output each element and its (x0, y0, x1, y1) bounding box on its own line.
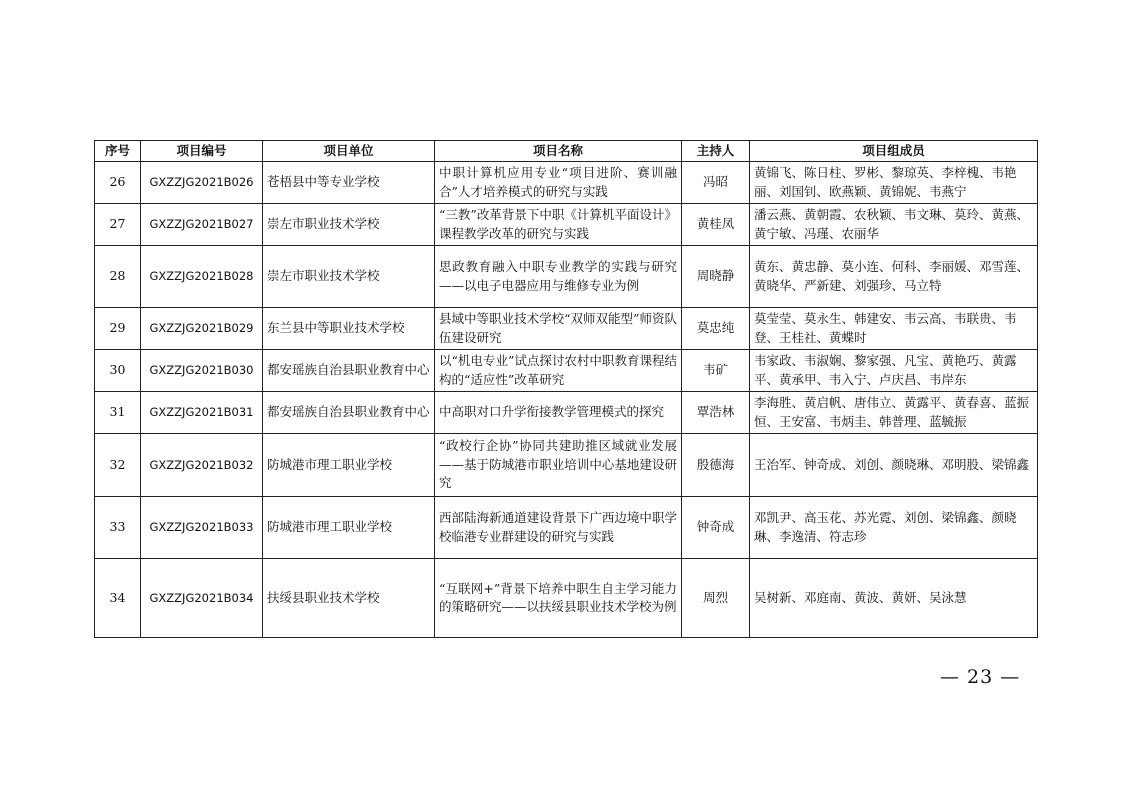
row-project-unit: 都安瑶族自治县职业教育中心 (263, 350, 435, 392)
row-seq: 33 (95, 497, 141, 559)
row-project-name: 中职计算机应用专业“项目进阶、赛训融合”人才培养模式的研究与实践 (435, 162, 682, 204)
row-project-name: 西部陆海新通道建设背景下广西边境中职学校临港专业群建设的研究与实践 (435, 497, 682, 559)
row-project-unit: 东兰县中等职业技术学校 (263, 308, 435, 350)
row-project-name: 思政教育融入中职专业教学的实践与研究——以电子电器应用与维修专业为例 (435, 246, 682, 308)
row-project-code: GXZZJG2021B026 (141, 162, 263, 204)
project-table (94, 140, 1038, 638)
table-row (95, 392, 1038, 434)
row-project-code: GXZZJG2021B034 (141, 559, 263, 638)
table-row (95, 350, 1038, 392)
row-project-code: GXZZJG2021B027 (141, 204, 263, 246)
row-seq: 26 (95, 162, 141, 204)
page-number: — 23 — (940, 666, 1021, 688)
row-seq: 27 (95, 204, 141, 246)
table-row (95, 434, 1038, 497)
row-host: 周烈 (682, 559, 750, 638)
row-members: 吴树新、邓庭南、黄波、黄妍、吴泳慧 (750, 559, 1038, 638)
header-members: 项目组成员 (750, 141, 1038, 162)
table-row (95, 497, 1038, 559)
row-members: 黄东、黄忠静、莫小连、何科、李丽媛、邓雪莲、黄晓华、严新建、刘强珍、马立特 (750, 246, 1038, 308)
row-project-name: “互联网+”背景下培养中职生自主学习能力的策略研究——以扶绥县职业技术学校为例 (435, 559, 682, 638)
row-project-name: 县域中等职业技术学校“双师双能型”师资队伍建设研究 (435, 308, 682, 350)
row-project-name: 以“机电专业”试点探讨农村中职教育课程结构的“适应性”改革研究 (435, 350, 682, 392)
row-project-name: 中高职对口升学衔接教学管理模式的探究 (435, 392, 682, 434)
row-host: 覃浩林 (682, 392, 750, 434)
row-members: 韦家政、韦淑娴、黎家强、凡宝、黄艳巧、黄露平、黄承甲、韦入宁、卢庆昌、韦岸东 (750, 350, 1038, 392)
row-seq: 32 (95, 434, 141, 497)
row-members: 莫莹莹、莫永生、韩建安、韦云高、韦联贵、韦登、王桂社、黄蝶时 (750, 308, 1038, 350)
row-seq: 34 (95, 559, 141, 638)
row-host: 韦矿 (682, 350, 750, 392)
header-project-code: 项目编号 (141, 141, 263, 162)
row-members: 王治军、钟奇成、刘创、颜晓琳、邓明股、梁锦鑫 (750, 434, 1038, 497)
row-project-code: GXZZJG2021B033 (141, 497, 263, 559)
table-row (95, 246, 1038, 308)
row-project-code: GXZZJG2021B030 (141, 350, 263, 392)
table-header-row (95, 141, 1038, 162)
row-project-code: GXZZJG2021B031 (141, 392, 263, 434)
row-host: 莫忠纯 (682, 308, 750, 350)
row-project-unit: 防城港市理工职业学校 (263, 497, 435, 559)
row-project-name: “三教”改革背景下中职《计算机平面设计》课程教学改革的研究与实践 (435, 204, 682, 246)
project-table-container (94, 140, 1037, 638)
row-project-unit: 都安瑶族自治县职业教育中心 (263, 392, 435, 434)
row-seq: 30 (95, 350, 141, 392)
table-row (95, 308, 1038, 350)
row-project-unit: 扶绥县职业技术学校 (263, 559, 435, 638)
row-members: 李海胜、黄启帆、唐伟立、黄露平、黄春喜、蓝振恒、王安富、韦炳圭、韩普理、蓝毓振 (750, 392, 1038, 434)
row-host: 殷德海 (682, 434, 750, 497)
row-host: 冯昭 (682, 162, 750, 204)
row-project-unit: 崇左市职业技术学校 (263, 204, 435, 246)
row-seq: 29 (95, 308, 141, 350)
table-row (95, 559, 1038, 638)
row-project-code: GXZZJG2021B032 (141, 434, 263, 497)
row-host: 周晓静 (682, 246, 750, 308)
row-members: 潘云燕、黄朝霞、农秋颖、韦文琳、莫玲、黄燕、黄宁敏、冯瑾、农丽华 (750, 204, 1038, 246)
header-project-name: 项目名称 (435, 141, 682, 162)
row-project-unit: 苍梧县中等专业学校 (263, 162, 435, 204)
row-host: 黄桂凤 (682, 204, 750, 246)
table-row (95, 204, 1038, 246)
row-seq: 28 (95, 246, 141, 308)
header-seq: 序号 (95, 141, 141, 162)
row-project-code: GXZZJG2021B029 (141, 308, 263, 350)
table-row (95, 162, 1038, 204)
header-project-unit: 项目单位 (263, 141, 435, 162)
row-project-code: GXZZJG2021B028 (141, 246, 263, 308)
row-members: 黄锦飞、陈日柱、罗彬、黎琼英、李梓槐、韦艳丽、刘国钊、欧燕颖、黄锦妮、韦燕宁 (750, 162, 1038, 204)
row-members: 邓凯尹、高玉花、苏光霓、刘创、梁锦鑫、颜晓琳、李逸清、符志珍 (750, 497, 1038, 559)
row-project-unit: 崇左市职业技术学校 (263, 246, 435, 308)
row-project-unit: 防城港市理工职业学校 (263, 434, 435, 497)
row-project-name: “政校行企协”协同共建助推区域就业发展——基于防城港市职业培训中心基地建设研究 (435, 434, 682, 497)
row-host: 钟奇成 (682, 497, 750, 559)
header-host: 主持人 (682, 141, 750, 162)
row-seq: 31 (95, 392, 141, 434)
